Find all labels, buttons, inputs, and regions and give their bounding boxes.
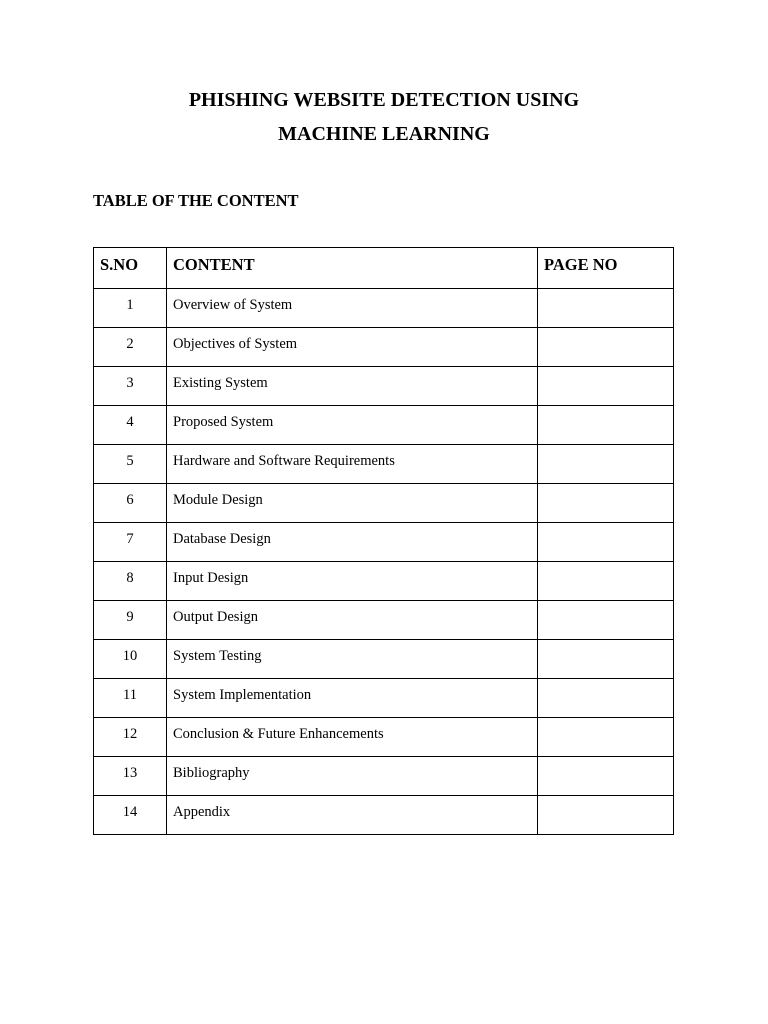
- row-content: Database Design: [167, 523, 538, 562]
- table-row: [94, 562, 674, 601]
- row-page-no: [538, 562, 674, 601]
- row-sno: 1: [94, 289, 167, 328]
- row-sno: 11: [94, 679, 167, 718]
- row-content: Module Design: [167, 484, 538, 523]
- document-title-line-1: PHISHING WEBSITE DETECTION USING: [188, 89, 580, 111]
- table-row: [94, 289, 674, 328]
- row-content: System Implementation: [167, 679, 538, 718]
- row-sno: 13: [94, 757, 167, 796]
- table-row: [94, 445, 674, 484]
- table-row: [94, 406, 674, 445]
- table-row: [94, 718, 674, 757]
- row-page-no: [538, 484, 674, 523]
- row-content: Hardware and Software Requirements: [167, 445, 538, 484]
- row-page-no: [538, 640, 674, 679]
- row-sno: 7: [94, 523, 167, 562]
- row-page-no: [538, 718, 674, 757]
- row-page-no: [538, 679, 674, 718]
- row-sno: 6: [94, 484, 167, 523]
- row-page-no: [538, 328, 674, 367]
- header-sno: S.NO: [94, 248, 167, 289]
- row-sno: 8: [94, 562, 167, 601]
- table-header-row: [94, 248, 674, 289]
- row-content: Conclusion & Future Enhancements: [167, 718, 538, 757]
- row-page-no: [538, 289, 674, 328]
- row-page-no: [538, 523, 674, 562]
- row-sno: 10: [94, 640, 167, 679]
- table-row: [94, 796, 674, 835]
- table-row: [94, 757, 674, 796]
- row-sno: 12: [94, 718, 167, 757]
- row-sno: 3: [94, 367, 167, 406]
- row-content: Proposed System: [167, 406, 538, 445]
- table-row: [94, 484, 674, 523]
- header-page-no: PAGE NO: [538, 248, 674, 289]
- table-row: [94, 367, 674, 406]
- table-row: [94, 523, 674, 562]
- row-page-no: [538, 601, 674, 640]
- row-content: Bibliography: [167, 757, 538, 796]
- row-content: Input Design: [167, 562, 538, 601]
- row-sno: 4: [94, 406, 167, 445]
- row-page-no: [538, 796, 674, 835]
- section-heading: TABLE OF THE CONTENT: [93, 191, 299, 210]
- row-content: System Testing: [167, 640, 538, 679]
- row-page-no: [538, 367, 674, 406]
- row-page-no: [538, 757, 674, 796]
- row-content: Appendix: [167, 796, 538, 835]
- table-row: [94, 601, 674, 640]
- document-title-line-2: MACHINE LEARNING: [278, 123, 490, 145]
- row-sno: 5: [94, 445, 167, 484]
- table-of-contents: [93, 247, 674, 835]
- row-sno: 14: [94, 796, 167, 835]
- row-page-no: [538, 406, 674, 445]
- row-content: Objectives of System: [167, 328, 538, 367]
- row-page-no: [538, 445, 674, 484]
- row-sno: 9: [94, 601, 167, 640]
- row-sno: 2: [94, 328, 167, 367]
- header-content: CONTENT: [167, 248, 538, 289]
- row-content: Existing System: [167, 367, 538, 406]
- table-row: [94, 328, 674, 367]
- row-content: Overview of System: [167, 289, 538, 328]
- row-content: Output Design: [167, 601, 538, 640]
- table-row: [94, 640, 674, 679]
- table-row: [94, 679, 674, 718]
